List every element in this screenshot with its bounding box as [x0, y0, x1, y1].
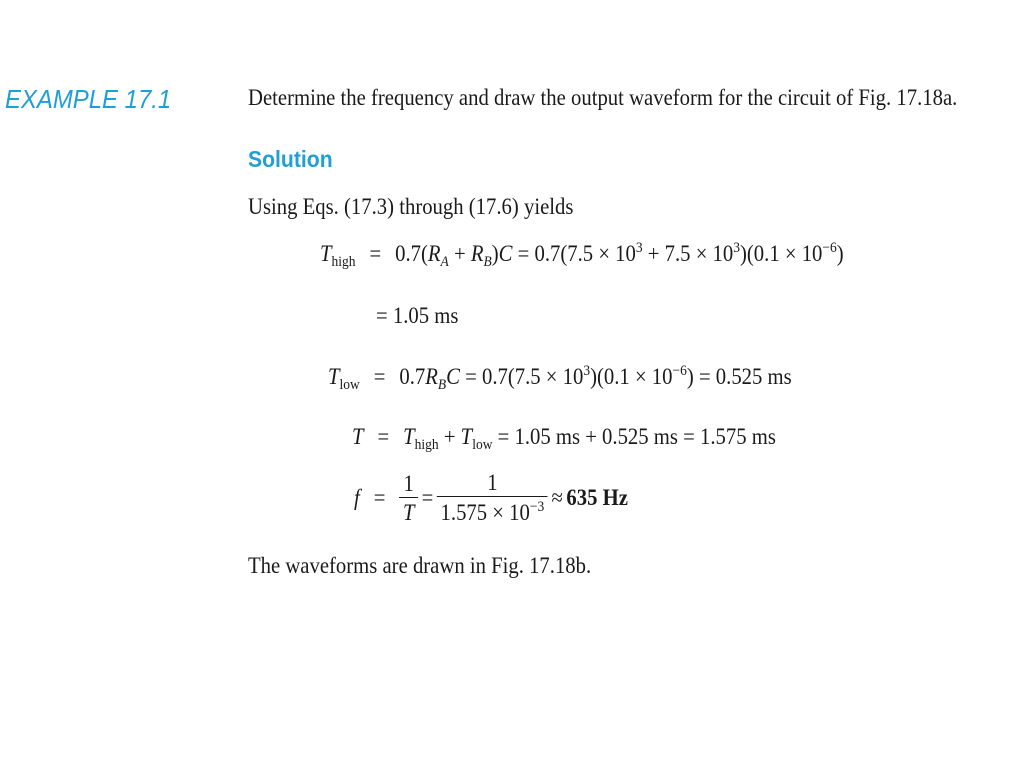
- ra-subscript: A: [440, 254, 449, 270]
- frequency-symbol: f: [354, 485, 360, 510]
- exponent: −6: [822, 240, 837, 256]
- t-high-rhs-part: 0.7(: [395, 241, 428, 266]
- t-low-symbol: T: [460, 424, 473, 449]
- equals-sign: =: [373, 485, 386, 510]
- equation-t-high-result: [376, 303, 458, 329]
- fraction-denominator: [437, 496, 548, 526]
- t-low-subscript: low: [472, 437, 493, 453]
- rb-symbol: R: [470, 241, 484, 266]
- t-low-rhs-part: 0.7: [399, 364, 426, 389]
- exponent: 3: [635, 240, 643, 256]
- ra-symbol: R: [427, 241, 441, 266]
- equation-period: $T = T_{high} + T_{low} = 1.05$ ms + 0.525 ms = 1.575 ms: [352, 424, 776, 453]
- equals-sign: =: [369, 241, 382, 266]
- closing-text: The waveforms are drawn in Fig. 17.18b.: [248, 553, 592, 578]
- t-high-subscript: high: [331, 254, 356, 270]
- example-label: EXAMPLE 17.1: [5, 84, 172, 114]
- t-low-rhs-part: = 0.7(7.5 × 10: [459, 364, 584, 389]
- t-low-rhs-part: )(0.1 × 10: [590, 364, 673, 389]
- t-high-rhs-part: + 7.5 × 10: [642, 241, 734, 266]
- period-symbol: T: [352, 424, 364, 449]
- exponent: −3: [529, 499, 545, 515]
- t-low-rhs-part: ) = 0.525 ms: [686, 364, 792, 389]
- t-high-subscript: high: [414, 437, 439, 453]
- rb-subscript: B: [437, 377, 447, 393]
- frequency-result: 635 Hz: [566, 485, 628, 510]
- t-low-subscript: low: [339, 377, 360, 393]
- equals-sign: =: [373, 364, 386, 389]
- exponent: 3: [583, 363, 591, 379]
- t-high-symbol: T: [403, 424, 415, 449]
- rb-symbol: R: [425, 364, 438, 389]
- equals-sign: =: [377, 424, 390, 449]
- rb-subscript: B: [483, 254, 492, 270]
- t-high-result: = 1.05 ms: [376, 303, 459, 328]
- equation-frequency: [354, 470, 628, 526]
- exponent: 3: [733, 240, 741, 256]
- fraction-one-over-period-value: [437, 470, 548, 526]
- exponent: −6: [672, 363, 687, 379]
- fraction-denominator: [399, 497, 418, 526]
- c-symbol: C: [498, 241, 513, 266]
- fraction-numerator: 1: [403, 470, 414, 496]
- equals-sign: =: [421, 485, 434, 510]
- problem-statement: Determine the frequency and draw the output waveform for the circuit of Fig. 17.18a.: [248, 85, 958, 110]
- t-high-rhs-part: = 0.7(7.5 × 10: [512, 241, 636, 266]
- period-value: 1.575 × 10: [440, 500, 530, 525]
- intro-text: Using Eqs. (17.3) through (17.6) yields: [248, 194, 574, 219]
- t-high-rhs-part: ): [836, 241, 844, 266]
- period-symbol: T: [402, 499, 415, 525]
- period-rhs: = 1.05 ms + 0.525 ms = 1.575 ms: [492, 424, 776, 449]
- t-low-symbol: T: [328, 364, 340, 389]
- solution-heading: Solution: [248, 146, 333, 172]
- fraction-numerator: 1: [487, 470, 498, 495]
- equation-t-high: $T_{high} = 0.7(R_A + R_B)C = 0.7(7.5 \times 10^3 + 7.5 \times 10^3)(0.1 \times 10^{-6})$: [320, 240, 844, 270]
- c-symbol: C: [446, 364, 460, 389]
- approx-sign: ≈: [551, 485, 563, 510]
- equation-t-low: [328, 363, 792, 394]
- t-high-symbol: T: [320, 241, 332, 266]
- t-high-rhs-part: ): [491, 241, 499, 266]
- t-high-rhs-part: )(0.1 × 10: [740, 241, 823, 266]
- fraction-one-over-t: [399, 471, 418, 526]
